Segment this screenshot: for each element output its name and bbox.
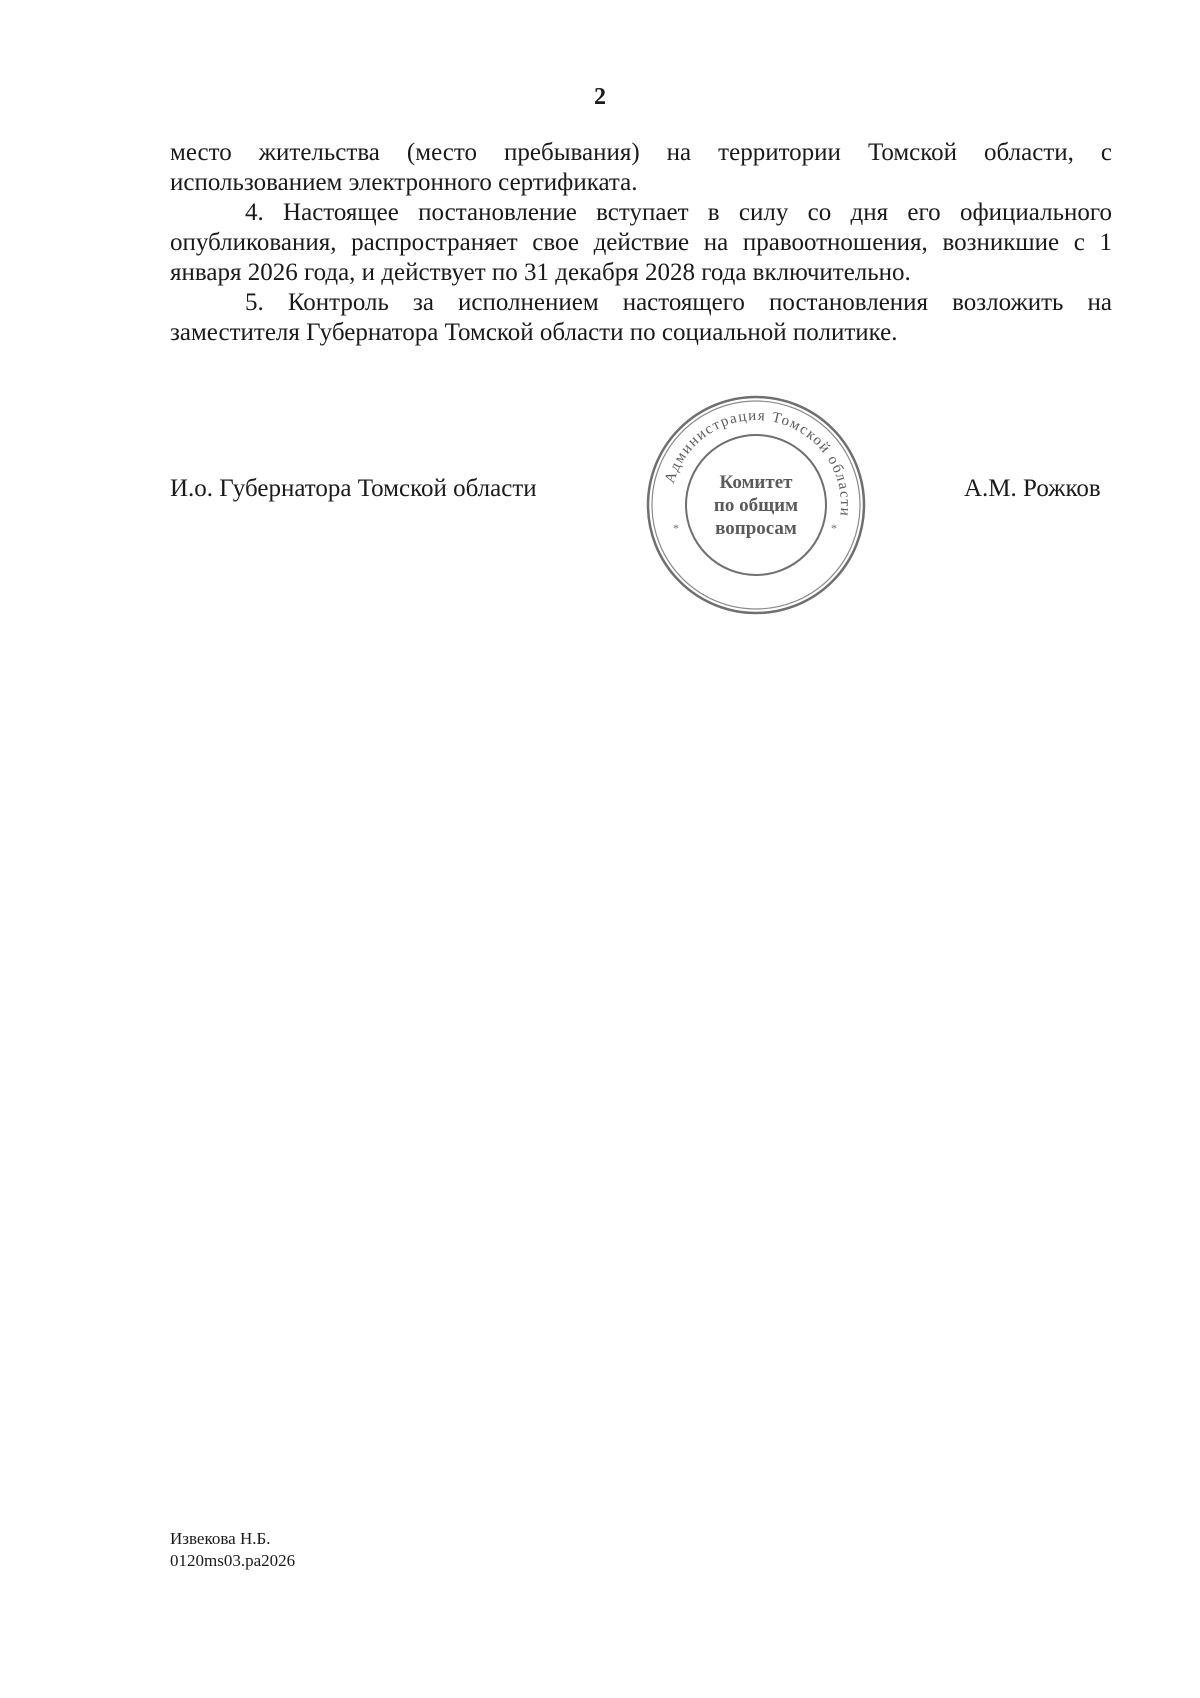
executor-name: Извекова Н.Б. bbox=[170, 1529, 271, 1548]
stamp-line-1: Комитет bbox=[719, 472, 793, 493]
paragraph-5: 5. Контроль за исполнением настоящего постановления возложить на заместителя Губернатора Томской области по социальной политике. bbox=[170, 289, 1112, 346]
paragraph-continuation: место жительства (место пребывания) на территории Томской области, с использованием электронного сертификата. bbox=[170, 139, 1112, 196]
stamp-line-2: по общим bbox=[713, 495, 799, 516]
signatory-title: И.о. Губернатора Томской области bbox=[170, 475, 537, 502]
stamp-ring-text: Администрация Томской области bbox=[662, 407, 854, 518]
stamp-line-3: вопросам bbox=[715, 518, 797, 539]
footer-block bbox=[170, 1528, 295, 1572]
document-code: 0120ms03.pa2026 bbox=[170, 1551, 296, 1570]
signatory-name: А.М. Рожков bbox=[964, 475, 1101, 502]
stamp-star-right: * bbox=[831, 521, 837, 535]
paragraph-4: 4. Настоящее постановление вступает в силу со дня его официального опубликования, распространяет свое действие на правоотношения, возникшие с 1 января 2026 года, и действует по 31 декабря 2028 года включительно. bbox=[170, 199, 1112, 286]
official-stamp bbox=[643, 392, 869, 618]
page-number: 2 bbox=[594, 84, 606, 110]
document-body bbox=[170, 138, 1112, 348]
stamp-star-left: * bbox=[673, 521, 679, 535]
